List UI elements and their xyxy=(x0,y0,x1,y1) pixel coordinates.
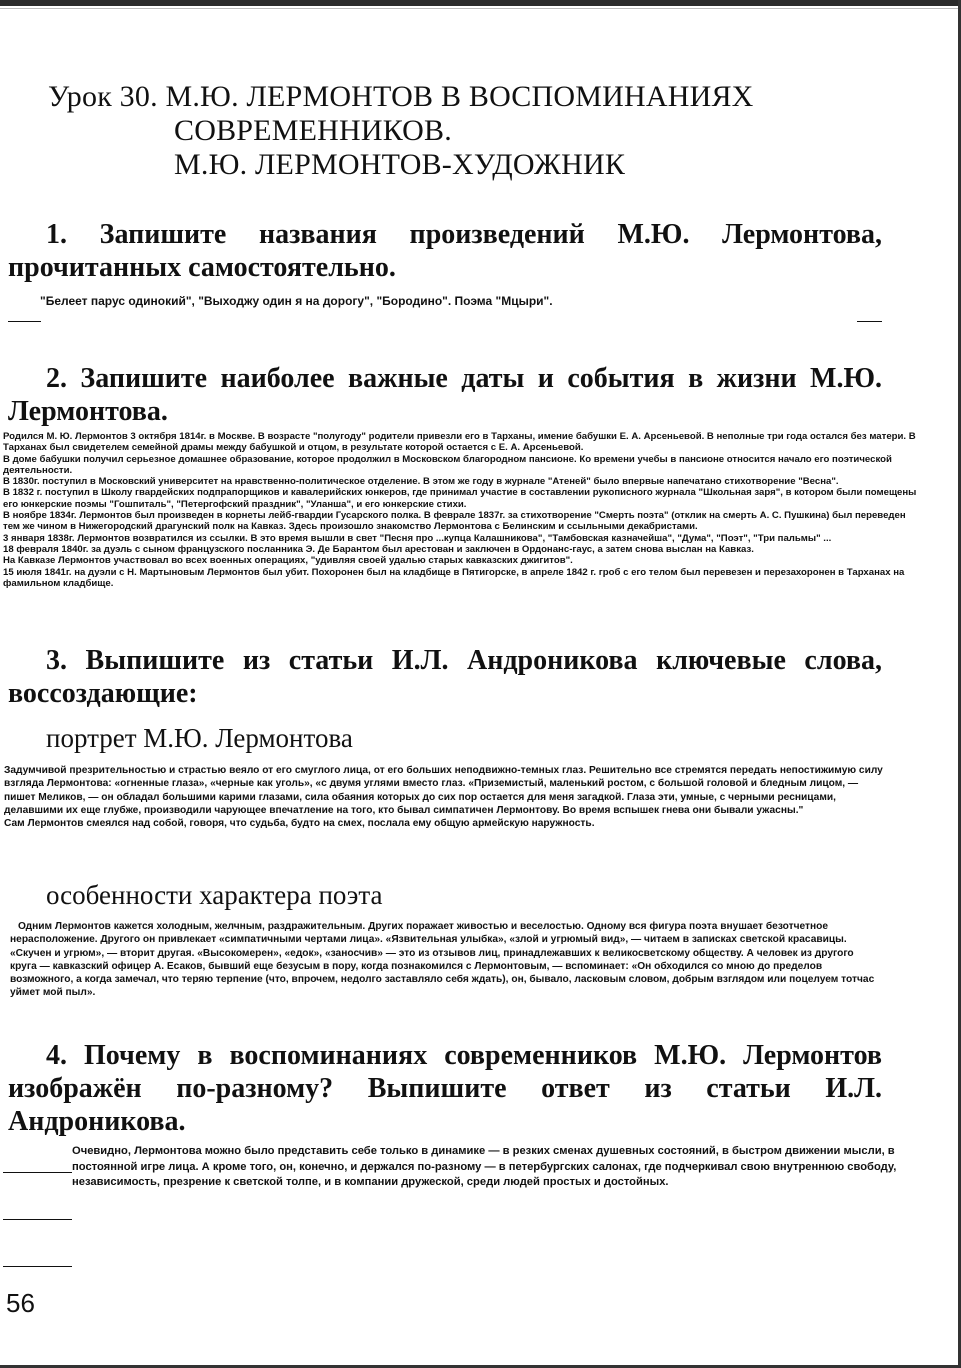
task3-heading: 3. Выпишите из статьи И.Л. Андроникова ключевые слова, воссоздающие: xyxy=(8,645,882,709)
task3-portrait-answer xyxy=(4,764,892,830)
task4-heading: 4. Почему в воспоминаниях современников М.Ю. Лермонтов изображён по-разному? Выпишите ответ из статьи И.Л. Андроникова. xyxy=(8,1040,882,1137)
task2-answer-paragraph: 18 февраля 1840г. за дуэль с сыном французского посланника Э. Де Барантом был арестован и заключен в Ордонанс-гаус, а затем снова выслан на Кавказ. xyxy=(3,543,754,555)
portrait-answer-paragraph: Задумчивой презрительностью и страстью веяло от его смуглого лица, от его больших неподвижно-темных глаз. Решительно все стремятся передать непостижимую силу взгляда Лермонтова: «огненные глаза», «черные как уголь», «с двумя углями вместо глаз. «Приземистый, маленький ростом, с большой головой и бледным лицом, — пишет Меликов, — он обладал большими карими глазами, сила обаяния которых до сих пор остается для меня загадкой. Глаза эти, умные, с черными ресницами, делавшими их еще глубже, производили чарующее впечатление на того, кто бывал симпатичен Лермонтову. Во время вспышек гнева они бывали ужасны." xyxy=(4,765,883,816)
task2-answer-paragraph: В ноябре 1834г. Лермонтов был произведен в корнеты лейб-гвардии Гусарского полка. В феврале 1837г. за стихотворение "Смерть поэта" (отклик на смерть А. С. Пушкина) был переведен тем же чином в Нижегородский драгунский полк на Кавказ. Здесь произошло знакомство Лермонтова с Белинским и ссыльными декабристами. xyxy=(3,510,906,533)
task3-character-label: особенности характера поэта xyxy=(46,880,383,910)
scan-top-line xyxy=(0,8,961,9)
lesson-title-line2: СОВРЕМЕННИКОВ. xyxy=(174,114,452,147)
task2-answer-paragraph: В доме бабушки получил серьезное домашнее образование, которое продолжил в Московском благородном пансионе. Ко времени учебы в пансионе относится начало его поэтической деятельности. xyxy=(3,453,892,476)
task2-answer xyxy=(3,431,918,589)
task2-answer-paragraph: В 1830г. поступил в Московский университет на нравственно-политическое отделение. В этом же году в журнале "Атеней" было впервые напечатано стихотворение "Весна". xyxy=(3,476,839,488)
answer-line xyxy=(3,1219,72,1220)
answer-line xyxy=(3,1266,72,1267)
answer-line-left xyxy=(8,321,41,322)
task2-heading: 2. Запишите наиболее важные даты и события в жизни М.Ю. Лермонтова. xyxy=(8,363,882,427)
answer-line xyxy=(3,1172,72,1173)
task2-answer-paragraph: 15 июля 1841г. на дуэли с Н. Мартыновым Лермонтов был убит. Похоронен был на кладбище в Пятигорске, в апреле 1842 г. гроб с его телом был перевезен и перезахоронен в Тарханах на фамильном кладбище. xyxy=(3,566,905,589)
lesson-title xyxy=(48,80,928,182)
task1-heading: 1. Запишите названия произведений М.Ю. Лермонтова, прочитанных самостоятельно. xyxy=(8,219,882,283)
task2-answer-paragraph: На Кавказе Лермонтов участвовал во всех военных операциях, "удивляя своей удалью старых кавказских джигитов". xyxy=(3,555,573,567)
task2-answer-paragraph: В 1832 г. поступил в Школу гвардейских подпрапорщиков и кавалерийских юнкеров, где принимал участие в составлении рукописного журнала "Школьная заря", в котором были помещены его юнкерские поэмы "Гошпиталь", "Петергофский праздник", "Уланша", и его юнкерские стихи. xyxy=(3,487,917,510)
page-number: 56 xyxy=(6,1288,35,1318)
answer-line-right xyxy=(857,321,882,322)
task3-character-answer: Одним Лермонтов кажется холодным, желчным, раздражительным. Других поражает живостью и веселостью. Одному вся фигура поэта внушает безотчетное нерасположение. Другого он привлекает «симпатичными чертами лица». «Язвительная улыбка», «злой и угрюмый вид», — читаем в записках светской красавицы. «Скучен и угрюм», — вторит другая. «Высокомерен», «едок», «заносчив» — это из отзывов лиц, принадлежавших к великосветскому обществу. А человек из другого круга — кавказский офицер А. Есаков, бывший еще безусым в пору, когда познакомился с Лермонтовым, — вспоминает: «Он обходился со мною до пределов возможного, а когда замечал, что теряю терпение (что, впрочем, недолго заставляло себя ждать), он, бывало, ласковым словом, добрым взглядом или поцелуем тотчас уймет мой пыл». xyxy=(10,921,875,999)
task4-answer: Очевидно, Лермонтова можно было представить себе только в динамике — в резких сменах душевных состояний, в быстром движении мысли, в постоянной игре лица. А кроме того, он, конечно, и держался по-разному — в петербургских салонах, где подчеркивал свою внутреннюю свободу, независимость, презрение к светской толпе, и в компании дружеской, среди людей простых и достойных. xyxy=(72,1145,897,1189)
portrait-answer-paragraph: Сам Лермонтов смеялся над собой, говоря, что судьба, будто на смех, послала ему общую армейскую наружность. xyxy=(4,818,595,830)
lesson-title-line3: М.Ю. ЛЕРМОНТОВ-ХУДОЖНИК xyxy=(174,148,626,181)
task3-portrait-label: портрет М.Ю. Лермонтова xyxy=(46,723,353,753)
task2-answer-paragraph: 3 января 1838г. Лермонтов возвратился из ссылки. В это время вышли в свет "Песня про ...купца Калашникова", "Тамбовская казначейша", "Дума", "Поэт", "Три пальмы" ... xyxy=(3,532,832,544)
lesson-title-line1: Урок 30. М.Ю. ЛЕРМОНТОВ В ВОСПОМИНАНИЯХ xyxy=(48,80,754,113)
task1-answer: "Белеет парус одинокий", "Выходжу один я на дорогу", "Бородино". Поэма "Мцыри". xyxy=(40,294,553,308)
scan-top-edge xyxy=(0,0,961,6)
task2-answer-paragraph: Родился М. Ю. Лермонтов 3 октября 1814г. в Москве. В возрасте "полугоду" родители привезли его в Тарханы, имение бабушки Е. А. Арсеньевой. В неполные три года остался без матери. В Тарханах был свидетелем семейной драмы между бабушкой и отцом, в результате которой остается с Е. А. Арсеньевой. xyxy=(3,431,916,454)
